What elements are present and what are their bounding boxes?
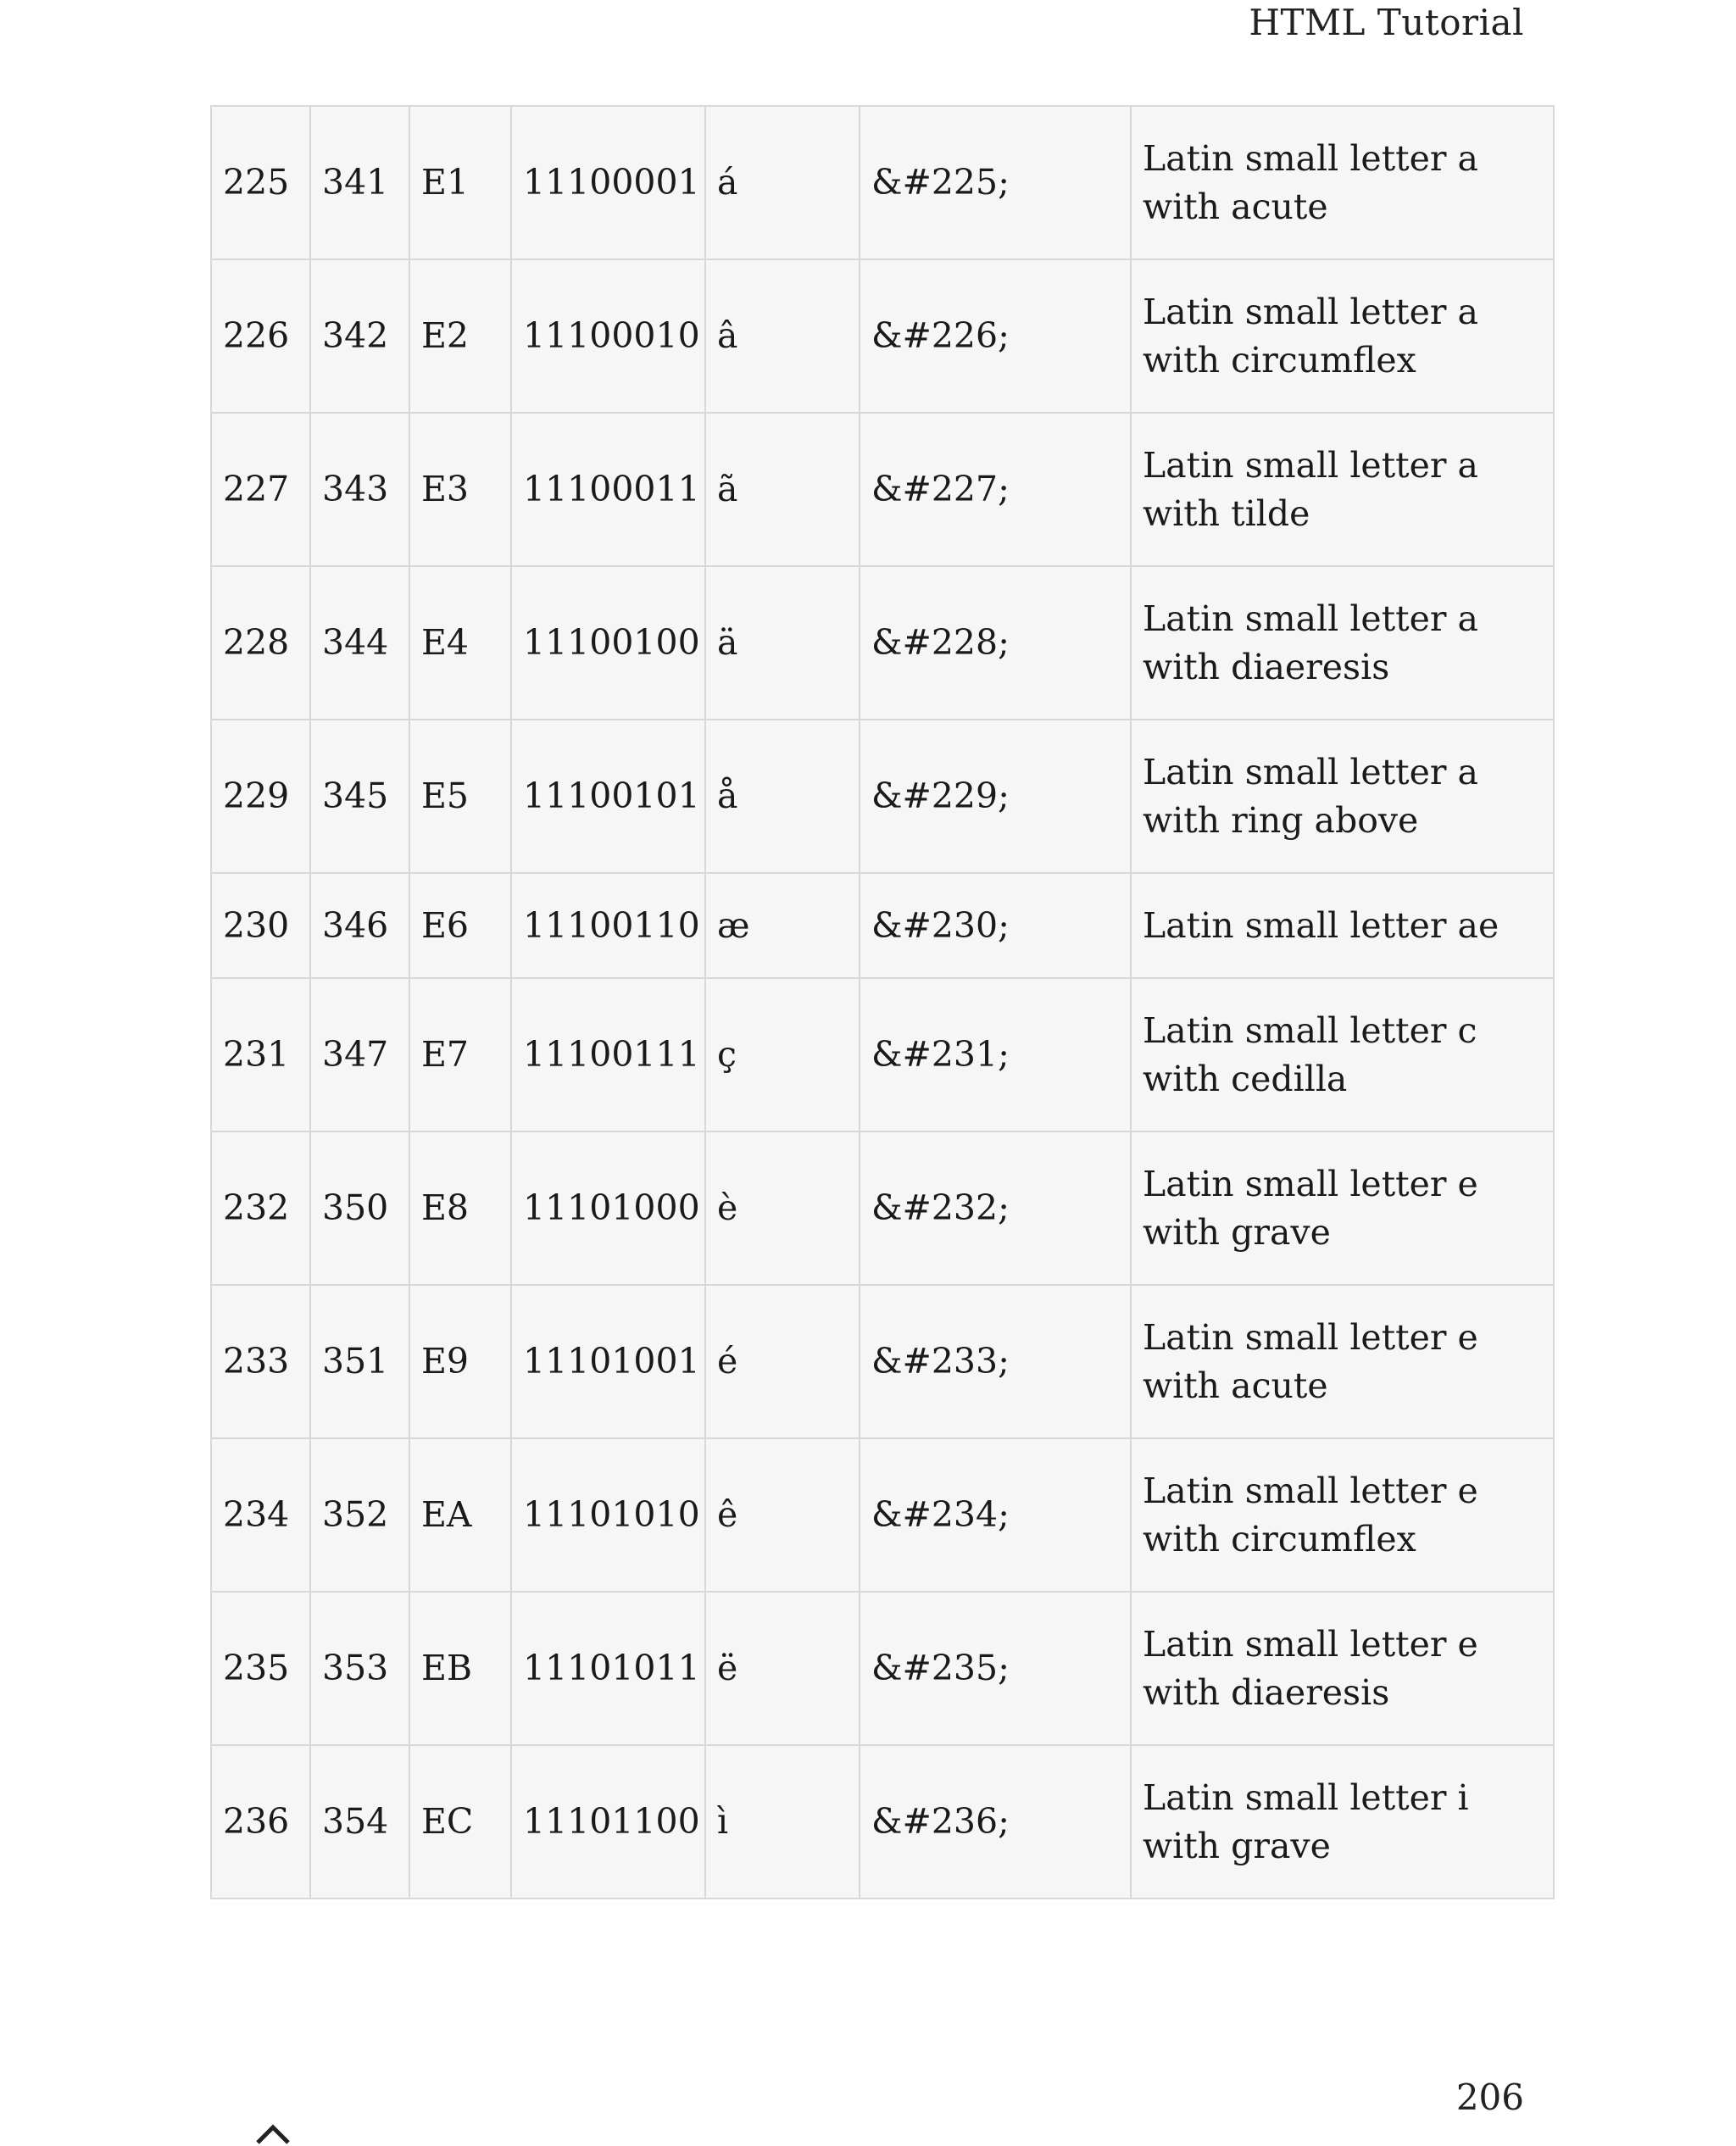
symbol-cell: ë [705, 1592, 860, 1745]
description-cell: Latin small letter e with acute [1131, 1285, 1554, 1438]
hex-cell: E4 [409, 566, 511, 720]
decimal-cell: 235 [211, 1592, 310, 1745]
description-cell: Latin small letter e with circumflex [1131, 1438, 1554, 1592]
character-table [210, 105, 1555, 1899]
table-row [211, 1131, 1554, 1285]
description-cell: Latin small letter a with ring above [1131, 720, 1554, 873]
decimal-cell: 230 [211, 873, 310, 978]
decimal-cell: 233 [211, 1285, 310, 1438]
hex-cell: EB [409, 1592, 511, 1745]
description-cell: Latin small letter a with acute [1131, 106, 1554, 259]
entity-cell: &#225; [860, 106, 1131, 259]
symbol-cell: ã [705, 413, 860, 566]
description-cell: Latin small letter e with diaeresis [1131, 1592, 1554, 1745]
symbol-cell: å [705, 720, 860, 873]
entity-cell: &#229; [860, 720, 1131, 873]
octal-cell: 352 [310, 1438, 409, 1592]
decimal-cell: 234 [211, 1438, 310, 1592]
table-row [211, 873, 1554, 978]
octal-cell: 350 [310, 1131, 409, 1285]
entity-cell: &#234; [860, 1438, 1131, 1592]
decimal-cell: 236 [211, 1745, 310, 1899]
decimal-cell: 225 [211, 106, 310, 259]
binary-cell: 11100011 [511, 413, 705, 566]
table-row [211, 259, 1554, 413]
entity-cell: &#231; [860, 978, 1131, 1131]
entity-cell: &#228; [860, 566, 1131, 720]
character-table-wrapper [210, 105, 1553, 1899]
description-cell: Latin small letter a with tilde [1131, 413, 1554, 566]
hex-cell: E3 [409, 413, 511, 566]
binary-cell: 11101010 [511, 1438, 705, 1592]
binary-cell: 11101100 [511, 1745, 705, 1899]
description-cell: Latin small letter a with diaeresis [1131, 566, 1554, 720]
symbol-cell: á [705, 106, 860, 259]
decimal-cell: 229 [211, 720, 310, 873]
hex-cell: EA [409, 1438, 511, 1592]
symbol-cell: ê [705, 1438, 860, 1592]
binary-cell: 11101001 [511, 1285, 705, 1438]
decimal-cell: 226 [211, 259, 310, 413]
decimal-cell: 228 [211, 566, 310, 720]
entity-cell: &#235; [860, 1592, 1131, 1745]
octal-cell: 351 [310, 1285, 409, 1438]
symbol-cell: ä [705, 566, 860, 720]
entity-cell: &#226; [860, 259, 1131, 413]
symbol-cell: é [705, 1285, 860, 1438]
description-cell: Latin small letter e with grave [1131, 1131, 1554, 1285]
entity-cell: &#232; [860, 1131, 1131, 1285]
binary-cell: 11100010 [511, 259, 705, 413]
binary-cell: 11100001 [511, 106, 705, 259]
symbol-cell: æ [705, 873, 860, 978]
running-header-title: HTML Tutorial [1249, 2, 1524, 43]
binary-cell: 11100101 [511, 720, 705, 873]
chevron-up-icon[interactable] [254, 2121, 292, 2146]
description-cell: Latin small letter ae [1131, 873, 1554, 978]
octal-cell: 344 [310, 566, 409, 720]
binary-cell: 11101011 [511, 1592, 705, 1745]
octal-cell: 343 [310, 413, 409, 566]
hex-cell: E1 [409, 106, 511, 259]
table-row [211, 413, 1554, 566]
octal-cell: 342 [310, 259, 409, 413]
binary-cell: 11100100 [511, 566, 705, 720]
octal-cell: 347 [310, 978, 409, 1131]
page-number: 206 [1455, 2077, 1524, 2118]
decimal-cell: 232 [211, 1131, 310, 1285]
binary-cell: 11100111 [511, 978, 705, 1131]
binary-cell: 11100110 [511, 873, 705, 978]
octal-cell: 354 [310, 1745, 409, 1899]
entity-cell: &#230; [860, 873, 1131, 978]
description-cell: Latin small letter i with grave [1131, 1745, 1554, 1899]
symbol-cell: ç [705, 978, 860, 1131]
table-row [211, 566, 1554, 720]
table-row [211, 106, 1554, 259]
table-row [211, 1438, 1554, 1592]
hex-cell: E9 [409, 1285, 511, 1438]
hex-cell: E7 [409, 978, 511, 1131]
octal-cell: 346 [310, 873, 409, 978]
hex-cell: E5 [409, 720, 511, 873]
entity-cell: &#233; [860, 1285, 1131, 1438]
hex-cell: E8 [409, 1131, 511, 1285]
table-row [211, 720, 1554, 873]
octal-cell: 345 [310, 720, 409, 873]
symbol-cell: è [705, 1131, 860, 1285]
decimal-cell: 227 [211, 413, 310, 566]
description-cell: Latin small letter c with cedilla [1131, 978, 1554, 1131]
table-row [211, 1285, 1554, 1438]
hex-cell: EC [409, 1745, 511, 1899]
table-row [211, 978, 1554, 1131]
table-row [211, 1592, 1554, 1745]
table-row [211, 1745, 1554, 1899]
hex-cell: E6 [409, 873, 511, 978]
binary-cell: 11101000 [511, 1131, 705, 1285]
symbol-cell: ì [705, 1745, 860, 1899]
octal-cell: 353 [310, 1592, 409, 1745]
entity-cell: &#236; [860, 1745, 1131, 1899]
symbol-cell: â [705, 259, 860, 413]
description-cell: Latin small letter a with circumflex [1131, 259, 1554, 413]
entity-cell: &#227; [860, 413, 1131, 566]
decimal-cell: 231 [211, 978, 310, 1131]
hex-cell: E2 [409, 259, 511, 413]
octal-cell: 341 [310, 106, 409, 259]
